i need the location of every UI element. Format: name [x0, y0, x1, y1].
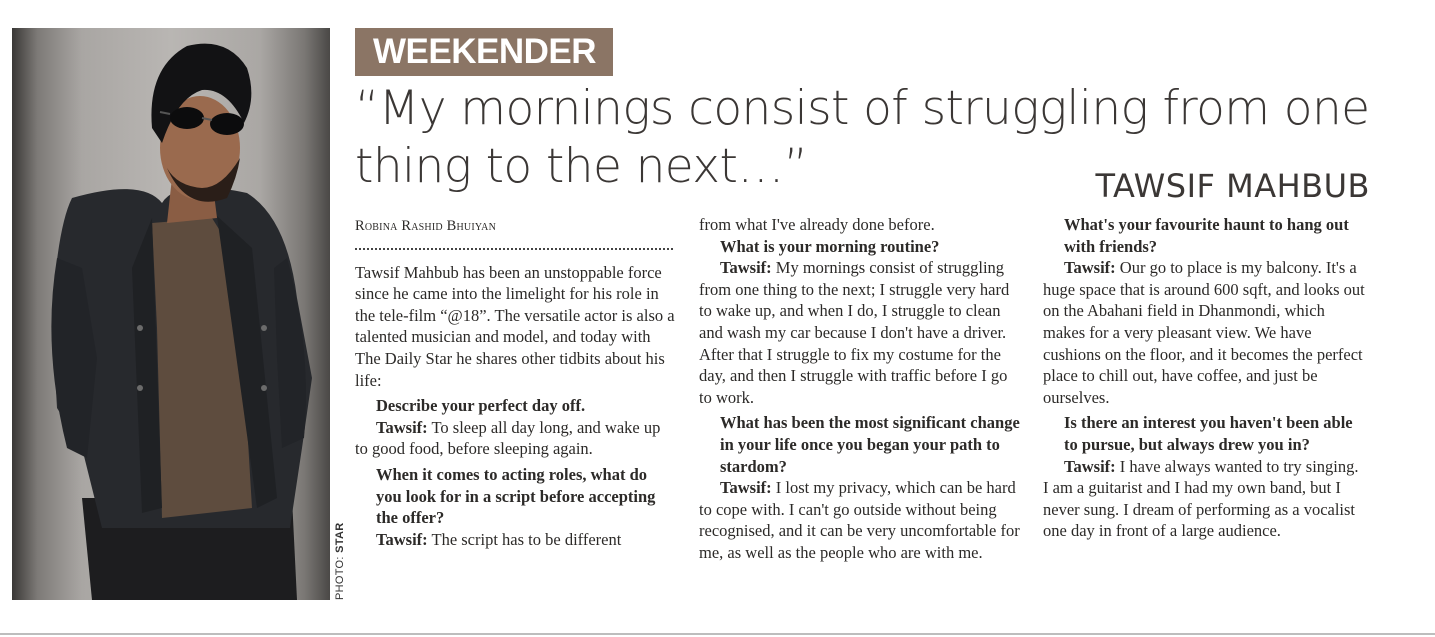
article-column-3 [1043, 214, 1368, 542]
answer: Tawsif: My mornings consist of struggling from one thing to the next; I struggle very hard to wake up, and when I do, I struggle to clean and wash my car because I don't have a driver. After that I struggle to fix my costume for the day, and then I struggle with traffic before I go to work. [699, 258, 1010, 407]
question: Describe your perfect day off. [376, 396, 586, 416]
subject-name: TAWSIF MAHBUB [1095, 167, 1370, 205]
answer: Tawsif: To sleep all day long, and wake up to good food, before sleeping again. [355, 417, 661, 459]
answer: Tawsif: I have always wanted to try singing. I am a guitarist and I had my own band, but I never sung. I dream of performing as a vocalist one day in front of a large audience. [1043, 456, 1359, 541]
article-column-1 [355, 214, 675, 550]
photo-credit [334, 523, 346, 600]
bottom-rule [0, 633, 1435, 635]
question: Is there an interest you haven't been able to pursue, but always drew you in? [1064, 413, 1353, 454]
article-column-2 [699, 214, 1021, 564]
question: What's your favourite haunt to hang out with friends? [1064, 215, 1349, 256]
answer: Tawsif: The script has to be different [376, 529, 622, 549]
question: When it comes to acting roles, what do you look for in a script before accepting the offer? [376, 464, 656, 528]
question: What is your morning routine? [720, 236, 940, 256]
photo-credit-source: STAR [334, 522, 346, 553]
portrait-photo [12, 28, 330, 600]
man-in-denim-jacket-image [12, 28, 330, 600]
headline: “My mornings consist of struggling from one thing to the next…” [355, 81, 1370, 194]
answer-continued: from what I've already done before. [699, 215, 935, 234]
answer: Tawsif: I lost my privacy, which can be hard to cope with. I can't go outside without being recognised, and it can be very uncomfortable for me, as well as the people who are with me. [699, 478, 1020, 562]
answer: Tawsif: Our go to place is my balcony. It's a huge space that is around 600 sqft, and looks out on the Abahani field in Dhanmondi, which makes for a very pleasant view. We have cushions on the floor, and it becomes the perfect place to chill out, have coffee, and just be ourselves. [1043, 258, 1365, 407]
section-tag: WEEKENDER [355, 28, 613, 76]
question: What has been the most significant change in your life once you began your path to stardom? [720, 413, 1020, 476]
intro-paragraph: Tawsif Mahbub has been an unstoppable force since he came into the limelight for his role in the tele-film “@18”. The versatile actor is also a talented musician and model, and today with The Daily Star he shares other tidbits about his life: [355, 262, 675, 390]
byline-divider [355, 238, 673, 250]
photo-credit-prefix: PHOTO: [334, 556, 346, 600]
byline: Robina Rashid Bhuiyan [355, 218, 497, 234]
